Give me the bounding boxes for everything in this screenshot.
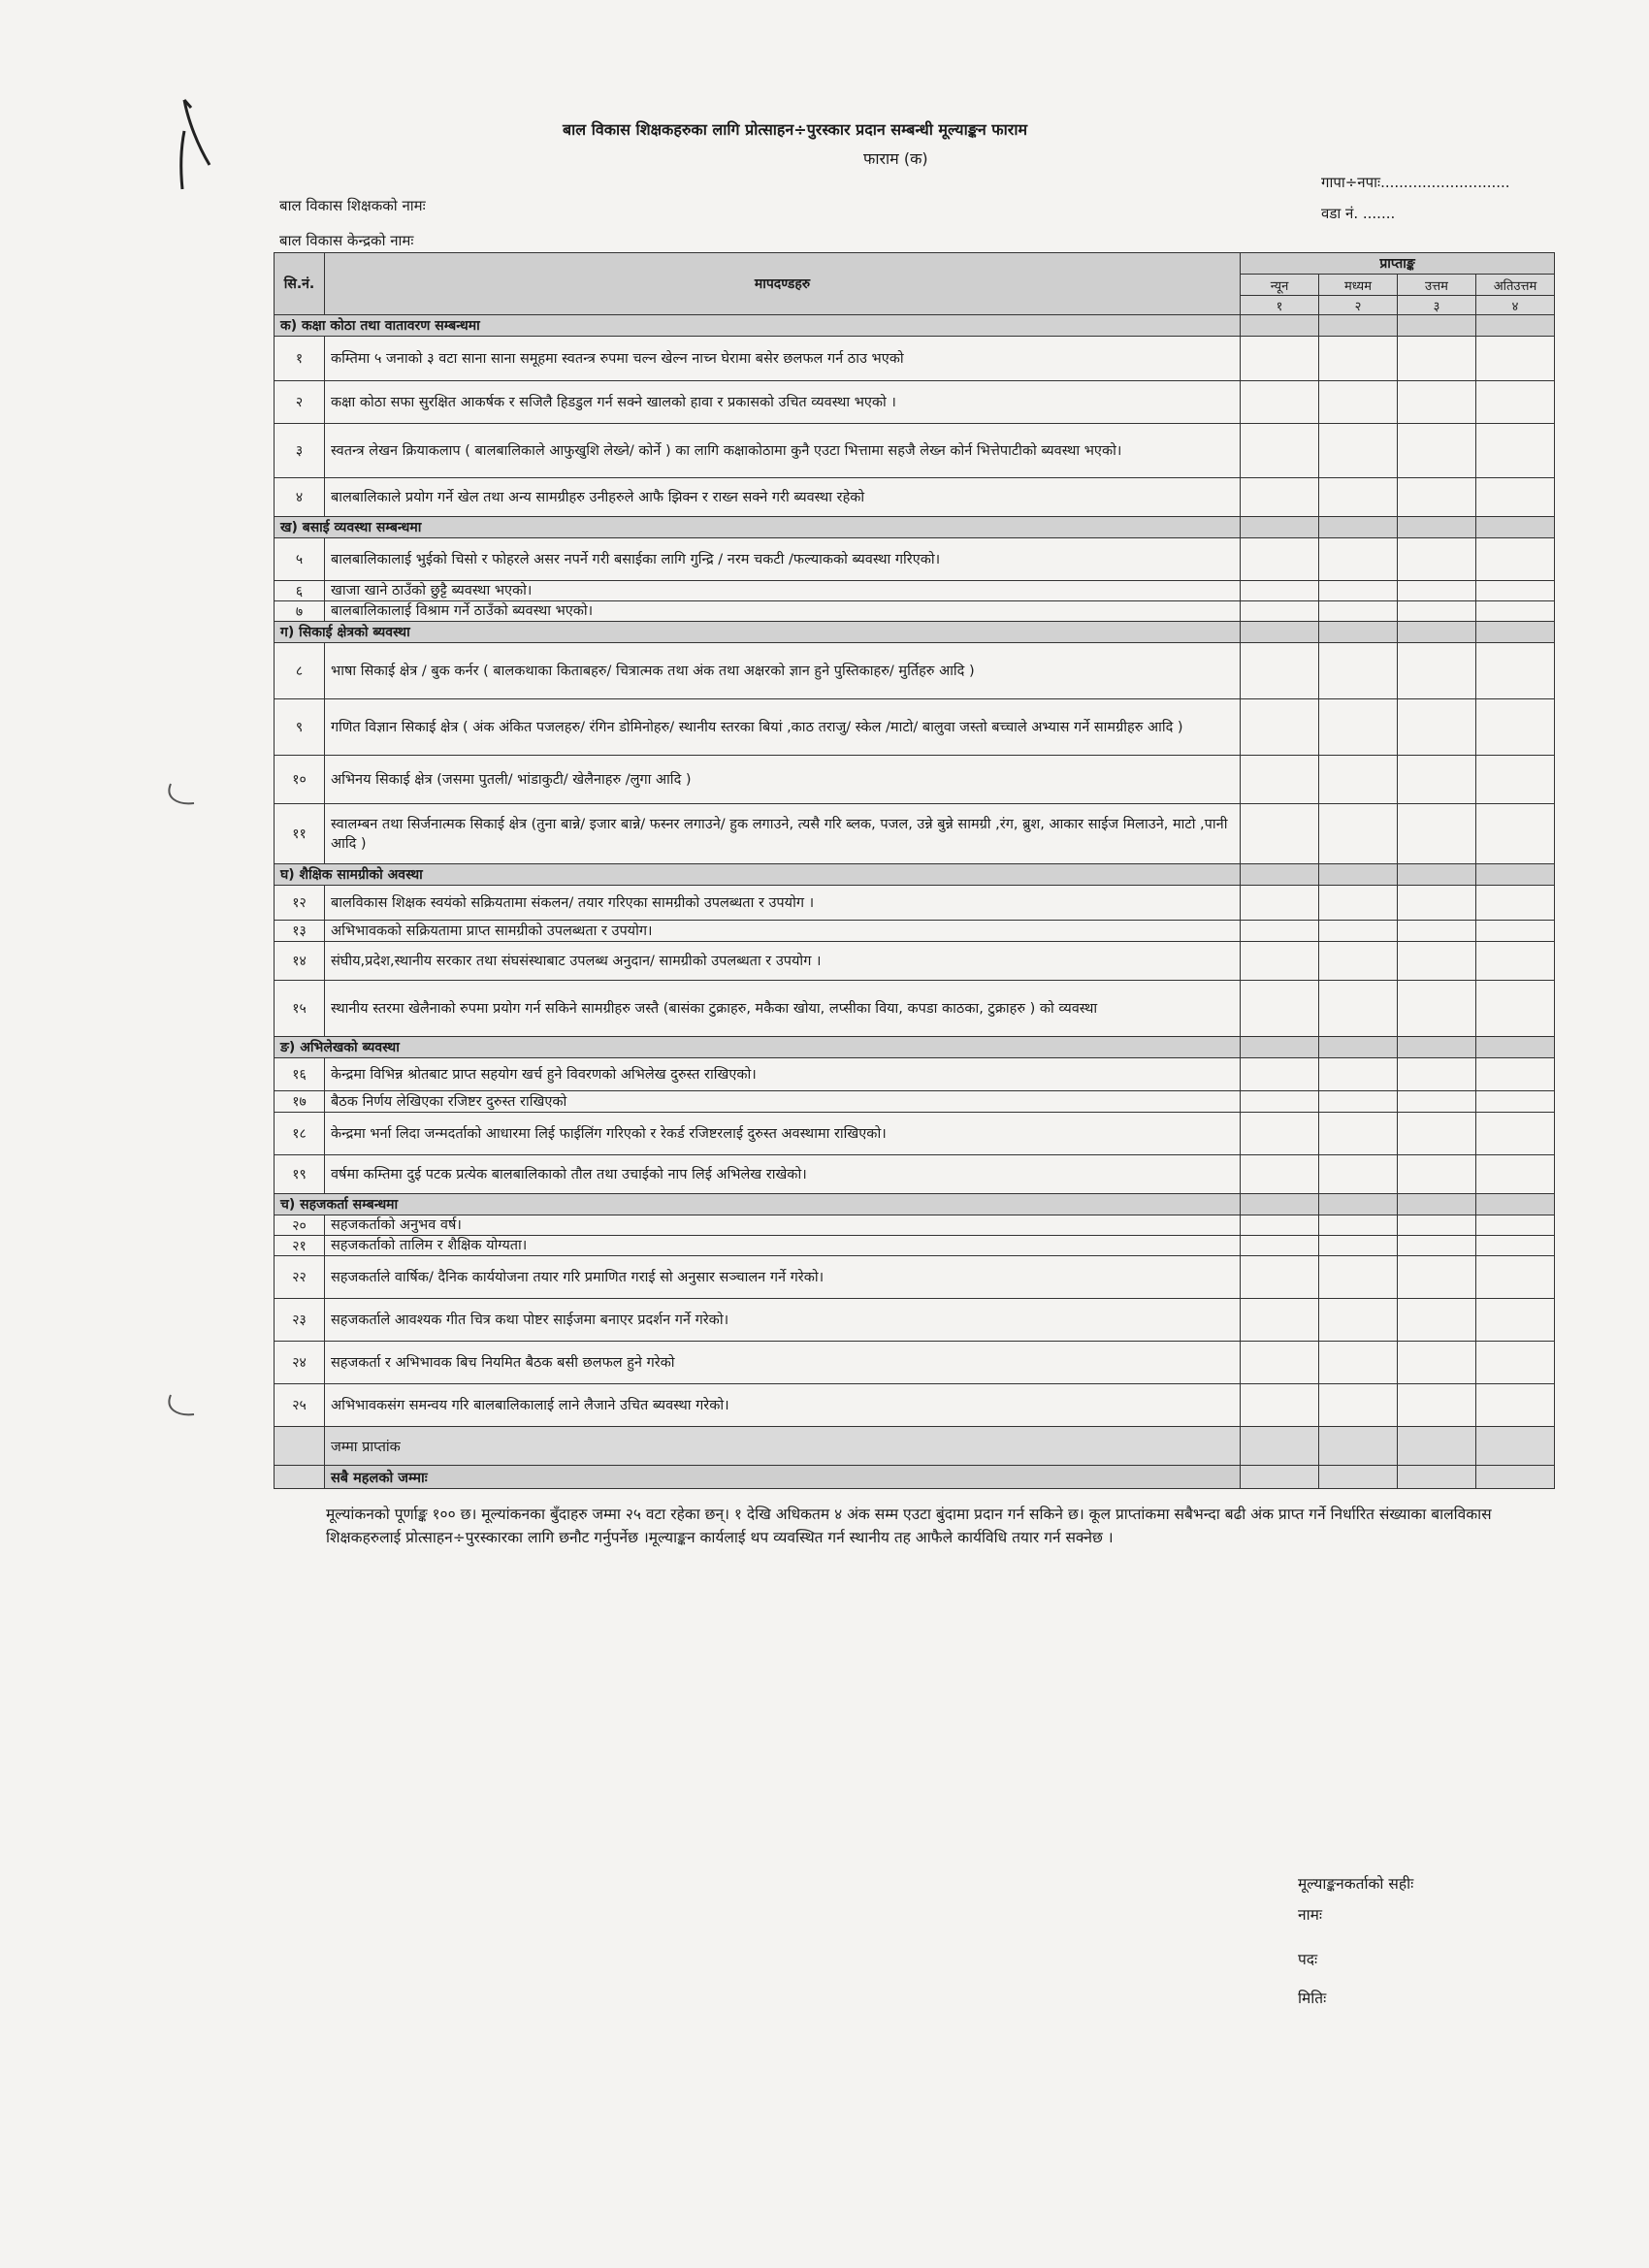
section-title: च) सहजकर्ता सम्बन्धमा <box>275 1194 1241 1215</box>
criteria-row <box>275 381 1555 424</box>
score-entry-cell[interactable] <box>1241 1155 1319 1194</box>
score-entry-cell[interactable] <box>1398 804 1476 864</box>
section-score-cell <box>1319 622 1398 643</box>
score-entry-cell[interactable] <box>1476 1113 1555 1155</box>
score-entry-cell[interactable] <box>1398 478 1476 517</box>
score-entry-cell[interactable] <box>1398 1215 1476 1236</box>
row-serial-number: ३ <box>275 424 325 478</box>
criteria-text: बालविकास शिक्षक स्वयंको सक्रियतामा संकलन/ तयार गरिएका सामग्रीको उपलब्धता र उपयोग । <box>325 886 1241 921</box>
score-entry-cell[interactable] <box>1398 581 1476 601</box>
section-score-cell <box>1319 1194 1398 1215</box>
score-entry-cell[interactable] <box>1476 756 1555 804</box>
score-entry-cell[interactable] <box>1319 981 1398 1037</box>
score-entry-cell[interactable] <box>1241 1058 1319 1091</box>
score-entry-cell[interactable] <box>1398 337 1476 381</box>
section-score-cell <box>1398 1037 1476 1058</box>
score-entry-cell[interactable] <box>1398 424 1476 478</box>
section-score-cell <box>1398 622 1476 643</box>
row-serial-number: ९ <box>275 699 325 756</box>
score-entry-cell[interactable] <box>1476 942 1555 981</box>
section-row <box>275 517 1555 538</box>
score-entry-cell[interactable] <box>1476 699 1555 756</box>
criteria-row <box>275 699 1555 756</box>
criteria-text: सहजकर्ताले वार्षिक/ दैनिक कार्ययोजना तयार गरि प्रमाणित गराई सो अनुसार सञ्चालन गर्ने गरेको। <box>325 1256 1241 1299</box>
score-entry-cell[interactable] <box>1319 1155 1398 1194</box>
row-serial-number: १६ <box>275 1058 325 1091</box>
total-score-cell[interactable] <box>1319 1427 1398 1466</box>
score-entry-cell[interactable] <box>1476 886 1555 921</box>
section-score-cell <box>1319 517 1398 538</box>
grand-total-row <box>275 1466 1555 1489</box>
score-entry-cell[interactable] <box>1319 1256 1398 1299</box>
form-subtitle: फाराम (क) <box>863 149 928 168</box>
criteria-row <box>275 337 1555 381</box>
section-score-cell <box>1476 1194 1555 1215</box>
section-score-cell <box>1241 1194 1319 1215</box>
criteria-row <box>275 581 1555 601</box>
score-entry-cell[interactable] <box>1241 1113 1319 1155</box>
score-entry-cell[interactable] <box>1398 886 1476 921</box>
header-score-group: प्राप्ताङ्क <box>1241 253 1555 275</box>
section-score-cell <box>1241 864 1319 886</box>
evaluator-position-label: पदः <box>1298 1951 1318 1968</box>
row-serial-number: ७ <box>275 601 325 622</box>
row-serial-number: ८ <box>275 643 325 699</box>
section-title: ख) बसाई व्यवस्था सम्बन्धमा <box>275 517 1241 538</box>
score-entry-cell[interactable] <box>1476 1058 1555 1091</box>
score-level-label: मध्यम <box>1319 275 1398 296</box>
criteria-row <box>275 1236 1555 1256</box>
row-serial-number: ४ <box>275 478 325 517</box>
section-score-cell <box>1398 1194 1476 1215</box>
section-title: घ) शैक्षिक सामग्रीको अवस्था <box>275 864 1241 886</box>
form-title: बाल विकास शिक्षकहरुका लागि प्रोत्साहन÷पुरस्कार प्रदान सम्बन्धी मूल्याङ्कन फाराम <box>563 120 1028 139</box>
score-entry-cell[interactable] <box>1241 886 1319 921</box>
criteria-text: बालबालिकालाई भुईको चिसो र फोहरले असर नपर्ने गरी बसाईका लागि गुन्द्रि / नरम चकटी /फल्याकको ब्यवस्था गरिएको। <box>325 538 1241 581</box>
section-score-cell <box>1476 1037 1555 1058</box>
criteria-text: सहजकर्ता र अभिभावक बिच नियमित बैठक बसी छलफल हुने गरेको <box>325 1342 1241 1384</box>
teacher-name-label: बाल विकास शिक्षकको नामः <box>279 197 426 214</box>
score-entry-cell[interactable] <box>1319 886 1398 921</box>
score-entry-cell[interactable] <box>1398 1091 1476 1113</box>
criteria-text: सहजकर्ताको तालिम र शैक्षिक योग्यता। <box>325 1236 1241 1256</box>
evaluator-date-label: मितिः <box>1298 1990 1327 2007</box>
score-entry-cell[interactable] <box>1319 1342 1398 1384</box>
score-entry-cell[interactable] <box>1476 643 1555 699</box>
criteria-row <box>275 538 1555 581</box>
score-entry-cell[interactable] <box>1476 1236 1555 1256</box>
score-entry-cell[interactable] <box>1476 981 1555 1037</box>
row-serial-number: १५ <box>275 981 325 1037</box>
section-score-cell <box>1398 864 1476 886</box>
score-entry-cell[interactable] <box>1398 921 1476 942</box>
score-entry-cell[interactable] <box>1398 1058 1476 1091</box>
score-entry-cell[interactable] <box>1241 1384 1319 1427</box>
score-entry-cell[interactable] <box>1398 1299 1476 1342</box>
grand-total-label: सबै महलको जम्माः <box>325 1466 1241 1489</box>
section-score-cell <box>1319 1037 1398 1058</box>
score-entry-cell[interactable] <box>1241 538 1319 581</box>
criteria-text: सहजकर्ताले आवश्यक गीत चित्र कथा पोष्टर साईजमा बनाएर प्रदर्शन गर्ने गरेको। <box>325 1299 1241 1342</box>
section-score-cell <box>1241 517 1319 538</box>
score-entry-cell[interactable] <box>1319 1113 1398 1155</box>
section-score-cell <box>1398 517 1476 538</box>
row-serial-number: २४ <box>275 1342 325 1384</box>
score-entry-cell[interactable] <box>1319 921 1398 942</box>
score-entry-cell[interactable] <box>1241 756 1319 804</box>
score-entry-cell[interactable] <box>1319 581 1398 601</box>
criteria-text: बैठक निर्णय लेखिएका रजिष्टर दुरुस्त राखिएको <box>325 1091 1241 1113</box>
score-entry-cell[interactable] <box>1398 942 1476 981</box>
score-entry-cell[interactable] <box>1241 601 1319 622</box>
score-entry-cell[interactable] <box>1398 699 1476 756</box>
score-entry-cell[interactable] <box>1398 1256 1476 1299</box>
score-entry-cell[interactable] <box>1398 1236 1476 1256</box>
section-row <box>275 622 1555 643</box>
score-entry-cell[interactable] <box>1398 1113 1476 1155</box>
section-title: क) कक्षा कोठा तथा वातावरण सम्बन्धमा <box>275 315 1241 337</box>
criteria-text: अभिनय सिकाई क्षेत्र (जसमा पुतली/ भांडाकुटी/ खेलैनाहरु /लुगा आदि ) <box>325 756 1241 804</box>
score-entry-cell[interactable] <box>1319 942 1398 981</box>
total-score-cell[interactable] <box>1241 1427 1319 1466</box>
row-serial-number: २ <box>275 381 325 424</box>
score-entry-cell[interactable] <box>1241 424 1319 478</box>
score-entry-cell[interactable] <box>1241 643 1319 699</box>
evaluation-note: मूल्यांकनको पूर्णाङ्क १०० छ। मूल्यांकनका बुँदाहरु जम्मा २५ वटा रहेका छन्। १ देखि अधिकतम ४ अंक सम्म एउटा बुंदामा प्रदान गर्न सकिने छ। कूल प्राप्तांकमा सबैभन्दा बढी अंक प्राप्त गर्ने निर्धारित संख्याका बालविकास शिक्षकहरुलाई प्रोत्साहन÷पुरस्कारका लागि छनौट गर्नुपर्नेछ ।मूल्याङ्कन कार्यलाई थप व्यवस्थित गर्न स्थानीय तह आफैले कार्यविधि तयार गर्न सक्नेछ । <box>326 1506 1492 1546</box>
score-entry-cell[interactable] <box>1241 1342 1319 1384</box>
score-level-value: १ <box>1241 296 1319 315</box>
grand-total-cell[interactable] <box>1319 1466 1398 1489</box>
score-entry-cell[interactable] <box>1398 538 1476 581</box>
criteria-text: गणित विज्ञान सिकाई क्षेत्र ( अंक अंकित पजलहरु/ रंगिन डोमिनोहरु/ स्थानीय स्तरका बियां ,काठ तराजु/ स्केल /माटो/ बालुवा जस्तो बच्चाले अभ्यास गर्ने सामग्रीहरु आदि ) <box>325 699 1241 756</box>
score-entry-cell[interactable] <box>1319 1384 1398 1427</box>
row-serial-number: १३ <box>275 921 325 942</box>
criteria-row <box>275 921 1555 942</box>
score-level-label: अतिउत्तम <box>1476 275 1555 296</box>
criteria-row <box>275 1215 1555 1236</box>
score-entry-cell[interactable] <box>1241 478 1319 517</box>
score-entry-cell[interactable] <box>1241 804 1319 864</box>
score-entry-cell[interactable] <box>1319 643 1398 699</box>
criteria-row <box>275 1299 1555 1342</box>
score-entry-cell[interactable] <box>1319 804 1398 864</box>
total-score-label: जम्मा प्राप्तांक <box>325 1427 1241 1466</box>
row-serial-number: २२ <box>275 1256 325 1299</box>
section-score-cell <box>1241 622 1319 643</box>
criteria-row <box>275 756 1555 804</box>
score-entry-cell[interactable] <box>1476 1342 1555 1384</box>
score-entry-cell[interactable] <box>1476 1091 1555 1113</box>
score-entry-cell[interactable] <box>1319 1058 1398 1091</box>
criteria-text: कक्षा कोठा सफा सुरक्षित आकर्षक र सजिलै हिडडुल गर्न सक्ने खालको हावा र प्रकासको उचित व्यवस्था भएको । <box>325 381 1241 424</box>
score-entry-cell[interactable] <box>1476 1384 1555 1427</box>
criteria-row <box>275 1091 1555 1113</box>
row-serial-number: १२ <box>275 886 325 921</box>
section-score-cell <box>1476 864 1555 886</box>
row-serial-number: १ <box>275 337 325 381</box>
criteria-text: स्वालम्बन तथा सिर्जनात्मक सिकाई क्षेत्र (तुना बान्ने/ इजार बान्ने/ फस्नर लगाउने/ हुक लगाउने, त्यसै गरि ब्लक, पजल, उन्ने बुन्ने सामग्री ,रंग, ब्रुश, आकार साईज मिलाउने, माटो ,पानी आदि ) <box>325 804 1241 864</box>
score-entry-cell[interactable] <box>1319 1215 1398 1236</box>
criteria-text: अभिभावकको सक्रियतामा प्राप्त सामग्रीको उपलब्धता र उपयोग। <box>325 921 1241 942</box>
score-entry-cell[interactable] <box>1241 1215 1319 1236</box>
criteria-row <box>275 1384 1555 1427</box>
row-serial-number: १० <box>275 756 325 804</box>
score-entry-cell[interactable] <box>1319 1236 1398 1256</box>
binder-hole-mark <box>163 776 202 815</box>
row-serial-number: १७ <box>275 1091 325 1113</box>
score-entry-cell[interactable] <box>1476 804 1555 864</box>
row-serial-number: ६ <box>275 581 325 601</box>
criteria-row <box>275 804 1555 864</box>
score-level-label: उत्तम <box>1398 275 1476 296</box>
score-entry-cell[interactable] <box>1319 337 1398 381</box>
score-entry-cell[interactable] <box>1476 1155 1555 1194</box>
row-serial-number: ५ <box>275 538 325 581</box>
row-serial-number: २१ <box>275 1236 325 1256</box>
score-entry-cell[interactable] <box>1476 601 1555 622</box>
criteria-text: स्थानीय स्तरमा खेलैनाको रुपमा प्रयोग गर्न सकिने सामग्रीहरु जस्तै (बासंका टुक्राहरु, मकैका खोया, लप्सीका विया, कपडा काठका, टुक्राहरु ) को व्यवस्था <box>325 981 1241 1037</box>
section-row <box>275 1194 1555 1215</box>
score-entry-cell[interactable] <box>1398 981 1476 1037</box>
criteria-text: अभिभावकसंग समन्वय गरि बालबालिकालाई लाने लैजाने उचित ब्यवस्था गरेको। <box>325 1384 1241 1427</box>
criteria-text: सहजकर्ताको अनुभव वर्ष। <box>325 1215 1241 1236</box>
header-criteria: मापदण्डहरु <box>325 253 1241 315</box>
score-entry-cell[interactable] <box>1476 337 1555 381</box>
score-level-value: ४ <box>1476 296 1555 315</box>
row-serial-number: २३ <box>275 1299 325 1342</box>
row-serial-number: ११ <box>275 804 325 864</box>
score-entry-cell[interactable] <box>1319 424 1398 478</box>
grand-total-cell[interactable] <box>1476 1466 1555 1489</box>
score-entry-cell[interactable] <box>1398 601 1476 622</box>
center-name-label: बाल विकास केन्द्रको नामः <box>279 232 414 249</box>
binder-hole-mark <box>163 1387 202 1426</box>
score-entry-cell[interactable] <box>1319 478 1398 517</box>
total-score-row <box>275 1427 1555 1466</box>
criteria-text: संघीय,प्रदेश,स्थानीय सरकार तथा संघसंस्थाबाट उपलब्ध अनुदान/ सामग्रीको उपलब्धता र उपयोग । <box>325 942 1241 981</box>
score-entry-cell[interactable] <box>1476 424 1555 478</box>
section-title: ग) सिकाई क्षेत्रको ब्यवस्था <box>275 622 1241 643</box>
score-level-label: न्यून <box>1241 275 1319 296</box>
score-entry-cell[interactable] <box>1476 1215 1555 1236</box>
score-level-value: २ <box>1319 296 1398 315</box>
score-entry-cell[interactable] <box>1398 1155 1476 1194</box>
score-entry-cell[interactable] <box>1319 1299 1398 1342</box>
score-level-value: ३ <box>1398 296 1476 315</box>
criteria-row <box>275 981 1555 1037</box>
handwritten-mark <box>155 92 233 199</box>
score-entry-cell[interactable] <box>1476 581 1555 601</box>
score-entry-cell[interactable] <box>1241 942 1319 981</box>
score-entry-cell[interactable] <box>1241 337 1319 381</box>
section-score-cell <box>1476 622 1555 643</box>
section-score-cell <box>1241 1037 1319 1058</box>
score-entry-cell[interactable] <box>1319 756 1398 804</box>
score-entry-cell[interactable] <box>1241 699 1319 756</box>
section-row <box>275 1037 1555 1058</box>
score-entry-cell[interactable] <box>1319 601 1398 622</box>
criteria-row <box>275 1256 1555 1299</box>
score-entry-cell[interactable] <box>1319 1091 1398 1113</box>
score-entry-cell[interactable] <box>1476 538 1555 581</box>
criteria-row <box>275 424 1555 478</box>
section-title: ङ) अभिलेखको ब्यवस्था <box>275 1037 1241 1058</box>
header-sn: सि.नं. <box>275 253 325 315</box>
score-entry-cell[interactable] <box>1319 538 1398 581</box>
score-entry-cell[interactable] <box>1398 1384 1476 1427</box>
criteria-row <box>275 886 1555 921</box>
score-entry-cell[interactable] <box>1398 1342 1476 1384</box>
criteria-text: बालबालिकाले प्रयोग गर्ने खेल तथा अन्य सामग्रीहरु उनीहरुले आफै झिक्न र राख्न सक्ने गरी ब्यवस्था रहेको <box>325 478 1241 517</box>
score-entry-cell[interactable] <box>1241 1091 1319 1113</box>
section-score-cell <box>1398 315 1476 337</box>
row-serial-number: १९ <box>275 1155 325 1194</box>
score-entry-cell[interactable] <box>1476 478 1555 517</box>
criteria-row <box>275 601 1555 622</box>
score-entry-cell[interactable] <box>1241 1236 1319 1256</box>
row-serial-number: १८ <box>275 1113 325 1155</box>
score-entry-cell[interactable] <box>1319 699 1398 756</box>
evaluation-table <box>274 252 1555 1489</box>
criteria-text: स्वतन्त्र लेखन क्रियाकलाप ( बालबालिकाले आफुखुशि लेख्ने/ कोर्ने ) का लागि कक्षाकोठामा कुनै एउटा भित्तामा सहजै लेख्न कोर्न भित्तेपाटीको ब्यवस्था भएको। <box>325 424 1241 478</box>
criteria-text: खाजा खाने ठाउँको छुट्टै ब्यवस्था भएको। <box>325 581 1241 601</box>
criteria-row <box>275 1058 1555 1091</box>
score-entry-cell[interactable] <box>1398 381 1476 424</box>
criteria-text: बालबालिकालाई विश्राम गर्ने ठाउँको ब्यवस्था भएको। <box>325 601 1241 622</box>
row-serial-number: २५ <box>275 1384 325 1427</box>
criteria-row <box>275 942 1555 981</box>
score-entry-cell[interactable] <box>1476 921 1555 942</box>
score-entry-cell[interactable] <box>1476 1256 1555 1299</box>
criteria-text: केन्द्रमा भर्ना लिदा जन्मदर्ताको आधारमा लिई फाईलिंग गरिएको र रेकर्ड रजिष्टरलाई दुरुस्त अवस्थामा राखिएको। <box>325 1113 1241 1155</box>
score-entry-cell[interactable] <box>1319 381 1398 424</box>
criteria-row <box>275 643 1555 699</box>
score-entry-cell[interactable] <box>1241 1256 1319 1299</box>
score-entry-cell[interactable] <box>1241 581 1319 601</box>
section-score-cell <box>1476 315 1555 337</box>
municipality-label: गापा÷नपाः............................ <box>1321 174 1510 191</box>
score-entry-cell[interactable] <box>1476 1299 1555 1342</box>
score-entry-cell[interactable] <box>1398 756 1476 804</box>
criteria-row <box>275 478 1555 517</box>
section-score-cell <box>1319 315 1398 337</box>
criteria-text: कम्तिमा ५ जनाको ३ वटा साना साना समूहमा स्वतन्त्र रुपमा चल्न खेल्न नाच्न घेरामा बसेर छलफल गर्न ठाउ भएको <box>325 337 1241 381</box>
criteria-row <box>275 1113 1555 1155</box>
ward-label: वडा नं. ....... <box>1321 205 1396 222</box>
total-score-cell[interactable] <box>1398 1427 1476 1466</box>
grand-total-cell[interactable] <box>1241 1466 1319 1489</box>
grand-total-cell[interactable] <box>1398 1466 1476 1489</box>
criteria-text: वर्षमा कम्तिमा दुई पटक प्रत्येक बालबालिकाको तौल तथा उचाईको नाप लिई अभिलेख राखेको। <box>325 1155 1241 1194</box>
score-entry-cell[interactable] <box>1241 981 1319 1037</box>
section-score-cell <box>1476 517 1555 538</box>
total-spacer <box>275 1427 325 1466</box>
criteria-row <box>275 1155 1555 1194</box>
section-score-cell <box>1241 315 1319 337</box>
section-row <box>275 315 1555 337</box>
score-entry-cell[interactable] <box>1241 381 1319 424</box>
section-score-cell <box>1319 864 1398 886</box>
criteria-row <box>275 1342 1555 1384</box>
score-entry-cell[interactable] <box>1398 643 1476 699</box>
criteria-text: केन्द्रमा विभिन्न श्रोतबाट प्राप्त सहयोग खर्च हुने विवरणको अभिलेख दुरुस्त राखिएको। <box>325 1058 1241 1091</box>
score-entry-cell[interactable] <box>1241 921 1319 942</box>
row-serial-number: २० <box>275 1215 325 1236</box>
criteria-text: भाषा सिकाई क्षेत्र / बुक कर्नर ( बालकथाका किताबहरु/ चित्रात्मक तथा अंक तथा अक्षरको ज्ञान हुने पुस्तिकाहरु/ मुर्तिहरु आदि ) <box>325 643 1241 699</box>
section-row <box>275 864 1555 886</box>
total-spacer <box>275 1466 325 1489</box>
evaluator-name-label: नामः <box>1298 1906 1323 1924</box>
score-entry-cell[interactable] <box>1241 1299 1319 1342</box>
total-score-cell[interactable] <box>1476 1427 1555 1466</box>
evaluator-signature-label: मूल्याङ्कनकर्ताको सहीः <box>1298 1875 1414 1893</box>
row-serial-number: १४ <box>275 942 325 981</box>
score-entry-cell[interactable] <box>1476 381 1555 424</box>
